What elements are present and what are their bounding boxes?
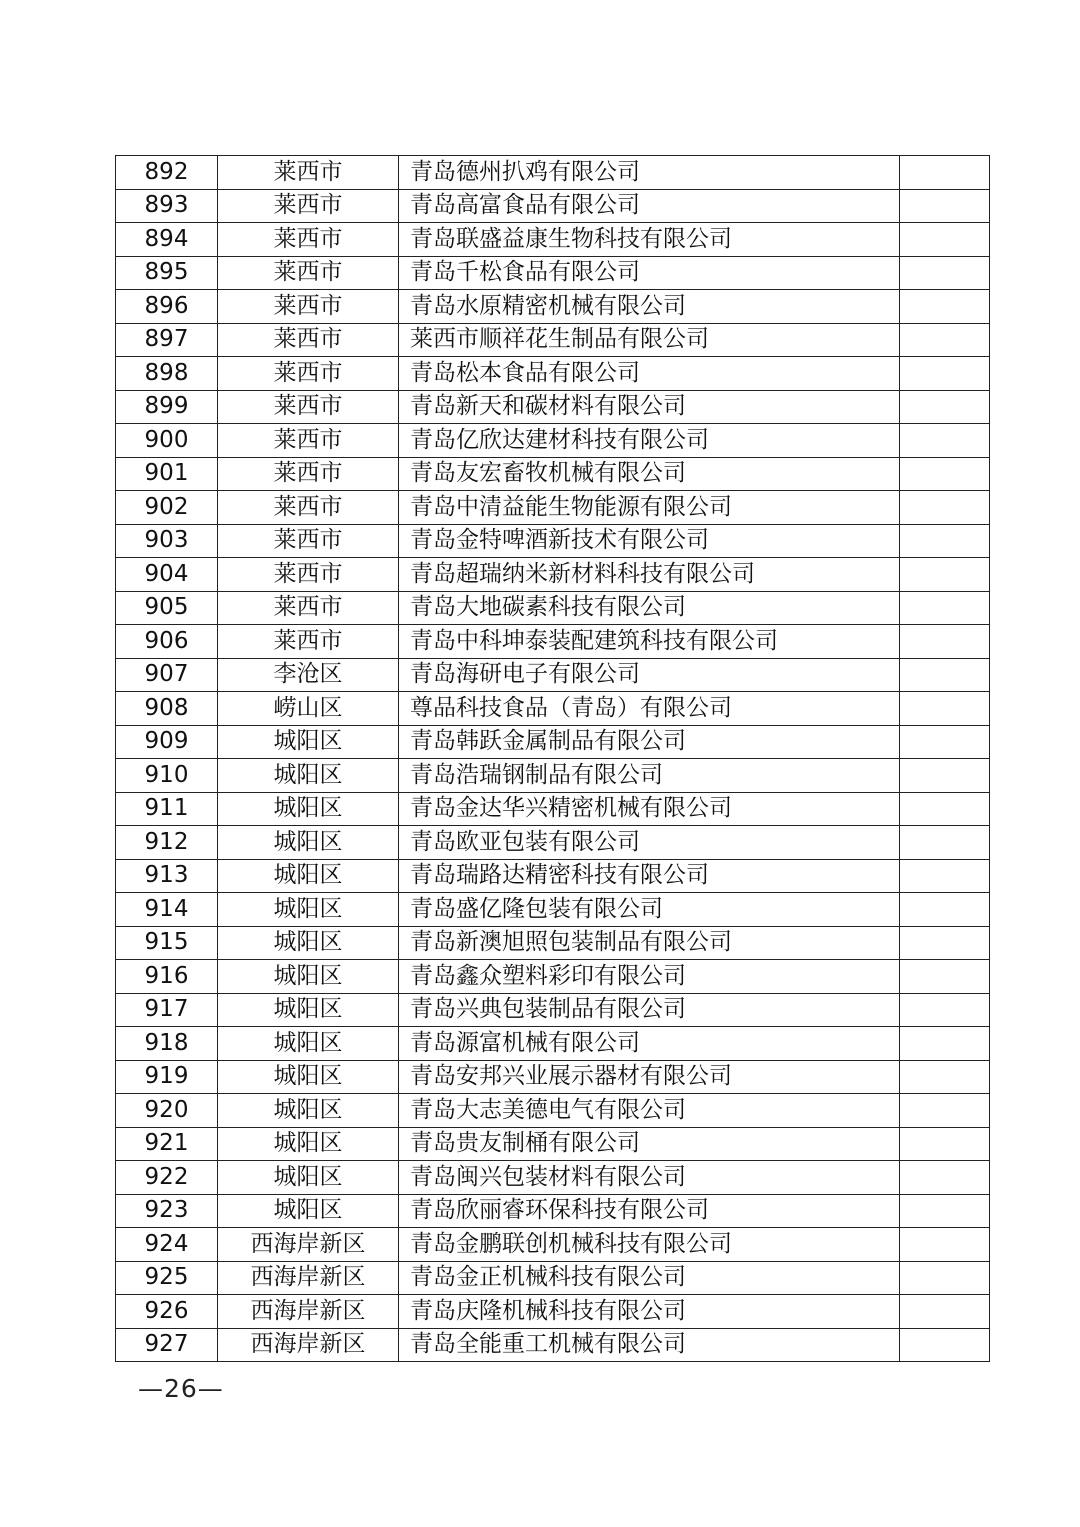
row-number: 907: [116, 658, 218, 692]
table-row: [116, 1328, 990, 1362]
table-row: [116, 156, 990, 190]
company-name-cell: 青岛大志美德电气有限公司: [399, 1094, 900, 1128]
district-cell: 西海岸新区: [218, 1228, 399, 1262]
company-name-cell: 青岛金鹏联创机械科技有限公司: [399, 1228, 900, 1262]
company-name-cell: 青岛安邦兴业展示器材有限公司: [399, 1060, 900, 1094]
note-cell: [900, 457, 990, 491]
company-name-cell: 青岛庆隆机械科技有限公司: [399, 1295, 900, 1329]
row-number: 926: [116, 1295, 218, 1329]
company-name-cell: 青岛金正机械科技有限公司: [399, 1261, 900, 1295]
note-cell: [900, 1261, 990, 1295]
district-cell: 城阳区: [218, 960, 399, 994]
note-cell: [900, 524, 990, 558]
table-row: [116, 591, 990, 625]
row-number: 925: [116, 1261, 218, 1295]
table-row: [116, 1161, 990, 1195]
row-number: 927: [116, 1328, 218, 1362]
district-cell: 莱西市: [218, 457, 399, 491]
row-number: 902: [116, 491, 218, 525]
district-cell: 城阳区: [218, 1027, 399, 1061]
company-name-cell: 青岛千松食品有限公司: [399, 256, 900, 290]
table-row: [116, 457, 990, 491]
district-cell: 莱西市: [218, 290, 399, 324]
table-row: [116, 960, 990, 994]
row-number: 922: [116, 1161, 218, 1195]
note-cell: [900, 826, 990, 860]
table-row: [116, 1295, 990, 1329]
company-name-cell: 青岛中科坤泰装配建筑科技有限公司: [399, 625, 900, 659]
table-row: [116, 558, 990, 592]
row-number: 903: [116, 524, 218, 558]
company-name-cell: 青岛新澳旭照包装制品有限公司: [399, 926, 900, 960]
note-cell: [900, 558, 990, 592]
row-number: 904: [116, 558, 218, 592]
table-row: [116, 859, 990, 893]
district-cell: 西海岸新区: [218, 1328, 399, 1362]
note-cell: [900, 1328, 990, 1362]
table-row: [116, 1194, 990, 1228]
district-cell: 李沧区: [218, 658, 399, 692]
note-cell: [900, 1228, 990, 1262]
district-cell: 城阳区: [218, 1060, 399, 1094]
company-name-cell: 青岛闽兴包装材料有限公司: [399, 1161, 900, 1195]
note-cell: [900, 893, 990, 927]
district-cell: 城阳区: [218, 1161, 399, 1195]
company-name-cell: 青岛超瑞纳米新材料科技有限公司: [399, 558, 900, 592]
table-row: [116, 491, 990, 525]
company-name-cell: 青岛盛亿隆包装有限公司: [399, 893, 900, 927]
district-cell: 莱西市: [218, 424, 399, 458]
note-cell: [900, 1060, 990, 1094]
row-number: 908: [116, 692, 218, 726]
row-number: 920: [116, 1094, 218, 1128]
district-cell: 莱西市: [218, 524, 399, 558]
district-cell: 西海岸新区: [218, 1295, 399, 1329]
district-cell: 城阳区: [218, 859, 399, 893]
page-number: —26—: [138, 1374, 224, 1403]
row-number: 921: [116, 1127, 218, 1161]
district-cell: 城阳区: [218, 725, 399, 759]
company-name-cell: 青岛松本食品有限公司: [399, 357, 900, 391]
company-list-table: [115, 155, 990, 1362]
row-number: 901: [116, 457, 218, 491]
company-name-cell: 青岛大地碳素科技有限公司: [399, 591, 900, 625]
table-row: [116, 223, 990, 257]
note-cell: [900, 658, 990, 692]
table-row: [116, 658, 990, 692]
company-name-cell: 青岛全能重工机械有限公司: [399, 1328, 900, 1362]
table-row: [116, 390, 990, 424]
note-cell: [900, 926, 990, 960]
company-name-cell: 青岛鑫众塑料彩印有限公司: [399, 960, 900, 994]
district-cell: 城阳区: [218, 1194, 399, 1228]
note-cell: [900, 323, 990, 357]
company-name-cell: 青岛新天和碳材料有限公司: [399, 390, 900, 424]
table-row: [116, 625, 990, 659]
company-name-cell: 青岛瑞路达精密科技有限公司: [399, 859, 900, 893]
table-row: [116, 759, 990, 793]
table-row: [116, 826, 990, 860]
district-cell: 城阳区: [218, 926, 399, 960]
company-name-cell: 青岛金达华兴精密机械有限公司: [399, 792, 900, 826]
table-row: [116, 1027, 990, 1061]
company-name-cell: 青岛韩跃金属制品有限公司: [399, 725, 900, 759]
company-name-cell: 青岛亿欣达建材科技有限公司: [399, 424, 900, 458]
district-cell: 城阳区: [218, 792, 399, 826]
row-number: 915: [116, 926, 218, 960]
table-row: [116, 1094, 990, 1128]
row-number: 919: [116, 1060, 218, 1094]
district-cell: 莱西市: [218, 558, 399, 592]
company-name-cell: 青岛联盛益康生物科技有限公司: [399, 223, 900, 257]
note-cell: [900, 725, 990, 759]
row-number: 894: [116, 223, 218, 257]
note-cell: [900, 390, 990, 424]
company-name-cell: 青岛中清益能生物能源有限公司: [399, 491, 900, 525]
company-name-cell: 青岛欣丽睿环保科技有限公司: [399, 1194, 900, 1228]
table-row: [116, 424, 990, 458]
table-row: [116, 993, 990, 1027]
row-number: 924: [116, 1228, 218, 1262]
note-cell: [900, 1295, 990, 1329]
row-number: 893: [116, 189, 218, 223]
company-name-cell: 青岛水原精密机械有限公司: [399, 290, 900, 324]
note-cell: [900, 625, 990, 659]
district-cell: 莱西市: [218, 256, 399, 290]
note-cell: [900, 223, 990, 257]
district-cell: 西海岸新区: [218, 1261, 399, 1295]
company-name-cell: 青岛欧亚包装有限公司: [399, 826, 900, 860]
row-number: 905: [116, 591, 218, 625]
company-name-cell: 青岛兴典包装制品有限公司: [399, 993, 900, 1027]
table-row: [116, 1228, 990, 1262]
note-cell: [900, 491, 990, 525]
row-number: 895: [116, 256, 218, 290]
table-row: [116, 692, 990, 726]
district-cell: 城阳区: [218, 1127, 399, 1161]
table-body: [116, 156, 990, 1362]
company-name-cell: 青岛高富食品有限公司: [399, 189, 900, 223]
table-row: [116, 725, 990, 759]
row-number: 898: [116, 357, 218, 391]
company-name-cell: 青岛金特啤酒新技术有限公司: [399, 524, 900, 558]
district-cell: 莱西市: [218, 591, 399, 625]
district-cell: 莱西市: [218, 323, 399, 357]
table-row: [116, 189, 990, 223]
district-cell: 城阳区: [218, 826, 399, 860]
row-number: 912: [116, 826, 218, 860]
row-number: 909: [116, 725, 218, 759]
company-name-cell: 青岛海研电子有限公司: [399, 658, 900, 692]
note-cell: [900, 424, 990, 458]
table-row: [116, 1060, 990, 1094]
table-row: [116, 290, 990, 324]
row-number: 916: [116, 960, 218, 994]
table-row: [116, 256, 990, 290]
district-cell: 莱西市: [218, 357, 399, 391]
row-number: 910: [116, 759, 218, 793]
row-number: 913: [116, 859, 218, 893]
company-name-cell: 青岛源富机械有限公司: [399, 1027, 900, 1061]
row-number: 897: [116, 323, 218, 357]
note-cell: [900, 859, 990, 893]
district-cell: 莱西市: [218, 390, 399, 424]
district-cell: 城阳区: [218, 1094, 399, 1128]
table-row: [116, 357, 990, 391]
table-row: [116, 792, 990, 826]
table-row: [116, 926, 990, 960]
district-cell: 崂山区: [218, 692, 399, 726]
row-number: 892: [116, 156, 218, 190]
company-name-cell: 莱西市顺祥花生制品有限公司: [399, 323, 900, 357]
note-cell: [900, 993, 990, 1027]
company-name-cell: 青岛贵友制桶有限公司: [399, 1127, 900, 1161]
note-cell: [900, 189, 990, 223]
row-number: 896: [116, 290, 218, 324]
note-cell: [900, 1027, 990, 1061]
table-row: [116, 524, 990, 558]
district-cell: 莱西市: [218, 625, 399, 659]
row-number: 917: [116, 993, 218, 1027]
note-cell: [900, 759, 990, 793]
district-cell: 城阳区: [218, 893, 399, 927]
district-cell: 莱西市: [218, 223, 399, 257]
note-cell: [900, 1127, 990, 1161]
note-cell: [900, 1094, 990, 1128]
row-number: 899: [116, 390, 218, 424]
row-number: 914: [116, 893, 218, 927]
district-cell: 莱西市: [218, 189, 399, 223]
note-cell: [900, 1161, 990, 1195]
district-cell: 城阳区: [218, 759, 399, 793]
note-cell: [900, 960, 990, 994]
company-name-cell: 青岛德州扒鸡有限公司: [399, 156, 900, 190]
row-number: 923: [116, 1194, 218, 1228]
note-cell: [900, 290, 990, 324]
note-cell: [900, 357, 990, 391]
note-cell: [900, 156, 990, 190]
district-cell: 莱西市: [218, 156, 399, 190]
table-row: [116, 323, 990, 357]
row-number: 900: [116, 424, 218, 458]
table-row: [116, 1261, 990, 1295]
row-number: 911: [116, 792, 218, 826]
district-cell: 城阳区: [218, 993, 399, 1027]
district-cell: 莱西市: [218, 491, 399, 525]
company-name-cell: 尊品科技食品（青岛）有限公司: [399, 692, 900, 726]
note-cell: [900, 256, 990, 290]
row-number: 906: [116, 625, 218, 659]
table-row: [116, 893, 990, 927]
note-cell: [900, 1194, 990, 1228]
row-number: 918: [116, 1027, 218, 1061]
company-name-cell: 青岛浩瑞钢制品有限公司: [399, 759, 900, 793]
company-name-cell: 青岛友宏畜牧机械有限公司: [399, 457, 900, 491]
table-row: [116, 1127, 990, 1161]
note-cell: [900, 591, 990, 625]
note-cell: [900, 792, 990, 826]
note-cell: [900, 692, 990, 726]
